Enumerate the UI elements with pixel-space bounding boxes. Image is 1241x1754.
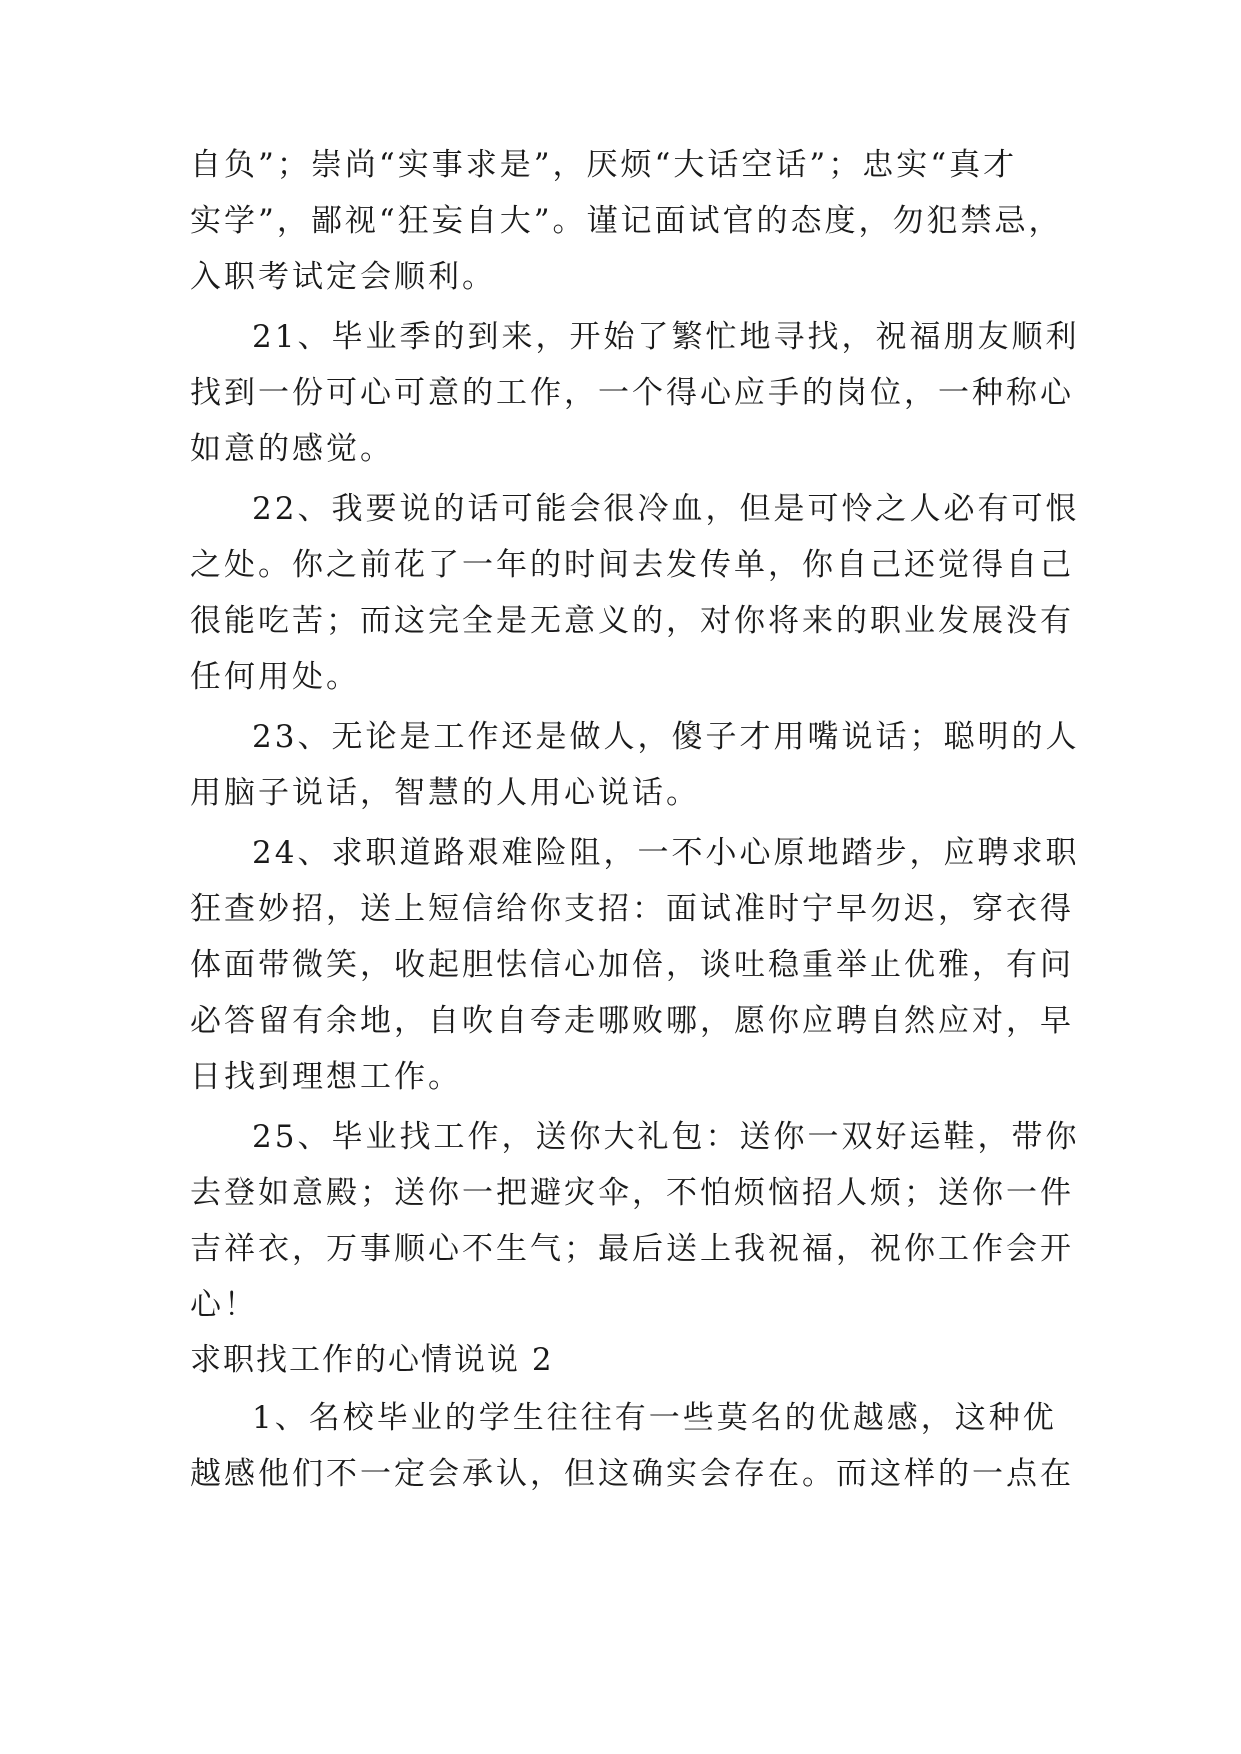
text-line: 任何用处。 — [190, 659, 360, 695]
text-line: 越感他们不一定会承认，但这确实会存在。而这样的一点在 — [190, 1456, 1074, 1492]
text-line: 入职考试定会顺利。 — [190, 259, 496, 295]
text-line: 实学”，鄙视“狂妄自大”。谨记面试官的态度，勿犯禁忌， — [190, 203, 1063, 239]
text-line: 21、毕业季的到来，开始了繁忙地寻找，祝福朋友顺利 — [252, 319, 1080, 355]
text-line: 如意的感觉。 — [190, 431, 394, 467]
text-line: 23、无论是工作还是做人，傻子才用嘴说话；聪明的人 — [252, 719, 1080, 755]
text-line: 自负”；崇尚“实事求是”，厌烦“大话空话”；忠实“真才 — [190, 147, 1018, 183]
text-line: 24、求职道路艰难险阻，一不小心原地踏步，应聘求职 — [252, 835, 1080, 871]
text-line: 1、名校毕业的学生往往有一些莫名的优越感，这种优 — [252, 1400, 1057, 1436]
text-line: 25、毕业找工作，送你大礼包：送你一双好运鞋，带你 — [252, 1119, 1080, 1155]
section-heading: 求职找工作的心情说说 2 — [190, 1342, 554, 1378]
text-line: 找到一份可心可意的工作，一个得心应手的岗位，一种称心 — [190, 375, 1074, 411]
text-line: 体面带微笑，收起胆怯信心加倍，谈吐稳重举止优雅，有问 — [190, 947, 1074, 983]
text-line: 日找到理想工作。 — [190, 1059, 462, 1095]
text-line: 心！ — [190, 1287, 258, 1323]
text-line: 用脑子说话，智慧的人用心说话。 — [190, 775, 700, 811]
text-line: 狂查妙招，送上短信给你支招：面试准时宁早勿迟，穿衣得 — [190, 891, 1074, 927]
text-line: 去登如意殿；送你一把避灾伞，不怕烦恼招人烦；送你一件 — [190, 1175, 1074, 1211]
text-line: 22、我要说的话可能会很冷血，但是可怜之人必有可恨 — [252, 491, 1080, 527]
text-line: 吉祥衣，万事顺心不生气；最后送上我祝福，祝你工作会开 — [190, 1231, 1074, 1267]
text-line: 之处。你之前花了一年的时间去发传单，你自己还觉得自己 — [190, 547, 1074, 583]
text-line: 必答留有余地，自吹自夸走哪败哪，愿你应聘自然应对，早 — [190, 1003, 1074, 1039]
text-line: 很能吃苦；而这完全是无意义的，对你将来的职业发展没有 — [190, 603, 1074, 639]
